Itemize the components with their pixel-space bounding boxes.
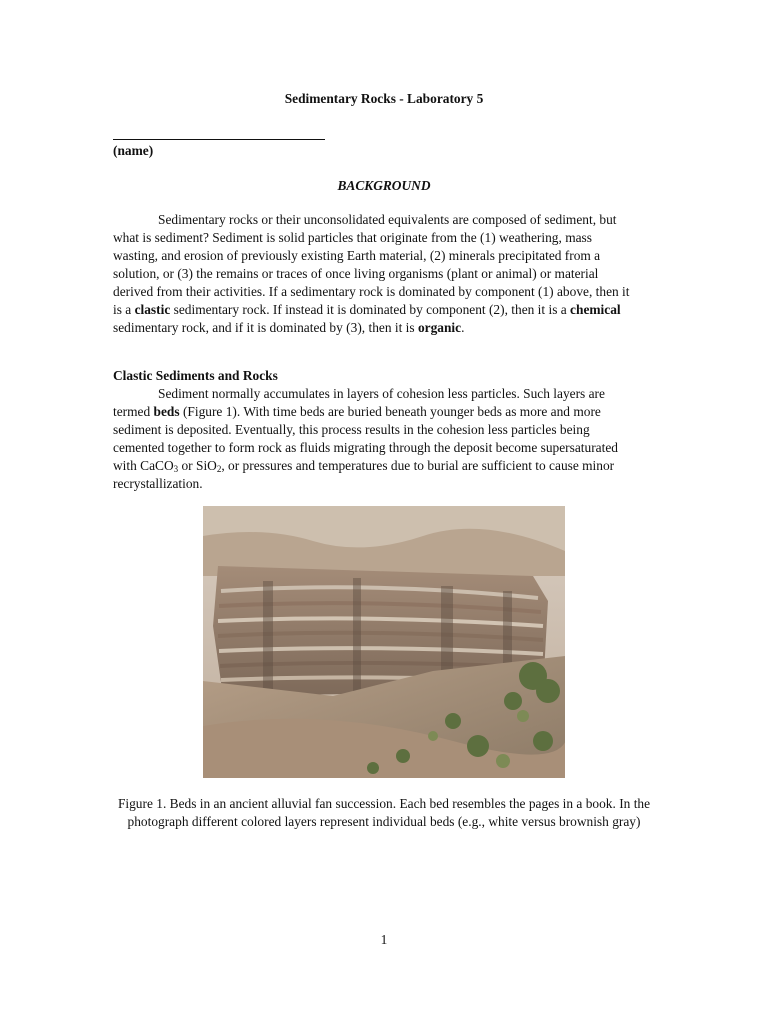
page-number: 1 bbox=[380, 932, 388, 947]
paragraph-text: Sedimentary rocks or their unconsolidated equivalents are composed of sediment, but what is sediment? Sediment is solid particles that originate from the (1) weathering, mass wasting, and erosion of previously existing Earth material, (2) minerals precipitated from a solution, or (3) the remains or traces of once living organisms (plant or animal) or material derived from their activities. If a sedimentary rock is dominated by component (1) above, then it is a bbox=[113, 212, 630, 317]
background-paragraph bbox=[113, 211, 633, 337]
subscript: 3 bbox=[173, 464, 179, 474]
paragraph-text: sedimentary rock, and if it is dominated by (3), then it is bbox=[113, 320, 418, 335]
name-label: (name) bbox=[113, 143, 154, 158]
subheading-clastic: Clastic Sediments and Rocks bbox=[113, 368, 278, 383]
paragraph-text: Sediment normally accumulates in layers of cohesion less particles. Such layers are termed bbox=[113, 386, 605, 419]
term-organic: organic bbox=[417, 320, 462, 335]
paragraph-text: . bbox=[461, 320, 465, 335]
paragraph-text: , or pressures and temperatures due to burial are sufficient to cause minor recrystallization. bbox=[113, 458, 615, 491]
name-blank-line bbox=[113, 139, 325, 140]
figure-photo-alluvial-fan-beds bbox=[203, 506, 565, 778]
term-beds: beds bbox=[153, 404, 180, 419]
paragraph-text: (Figure 1). With time beds are buried beneath younger beds as more and more sediment is deposited. Eventually, this process results in the cohesion less particles being cemented together to form rock as fluids migrating through the deposit become supersaturated with CaCO bbox=[113, 404, 618, 473]
page-title: Sedimentary Rocks - Laboratory 5 bbox=[284, 91, 484, 106]
section-heading: BACKGROUND bbox=[337, 178, 431, 193]
paragraph-text: or SiO bbox=[178, 458, 217, 473]
term-chemical: chemical bbox=[570, 302, 621, 317]
figure-caption: Figure 1. Beds in an ancient alluvial fan succession. Each bed resembles the pages in a book. In the photograph different colored layers represent individual beds (e.g., white versus brownish gray) bbox=[117, 796, 651, 829]
subscript: 2 bbox=[216, 464, 222, 474]
clastic-paragraph bbox=[113, 385, 633, 493]
paragraph-text: sedimentary rock. If instead it is dominated by component (2), then it is a bbox=[170, 302, 571, 317]
term-clastic: clastic bbox=[134, 302, 171, 317]
